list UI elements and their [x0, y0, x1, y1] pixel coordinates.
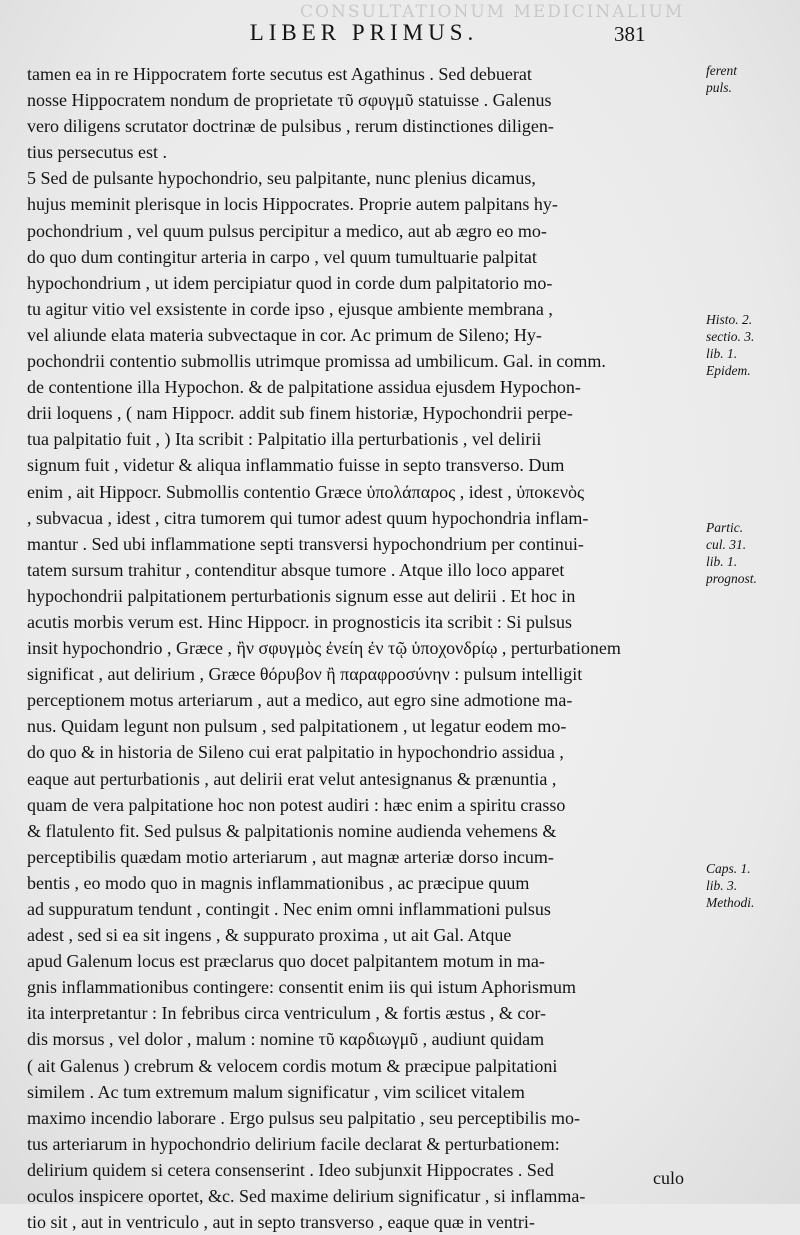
margin-note-line: Epidem.: [706, 363, 751, 378]
text-line: perceptionem motus arteriarum , aut a medico, aut egro sine admotione ma-: [27, 690, 573, 711]
text-line: hujus meminit plerisque in locis Hippocrates. Proprie autem palpitans hy-: [27, 194, 558, 215]
text-line: quam de vera palpitatione hoc non potest audiri : hæc enim a spiritu crasso: [27, 794, 566, 815]
text-line: signum fuit , videtur & aliqua inflammatio fuisse in septo transverso. Dum: [27, 455, 565, 476]
margin-note-line: puls.: [706, 80, 732, 95]
text-line: dis morsus , vel dolor , malum : nomine τῦ καρδιωγμῦ , audiunt quidam: [27, 1029, 545, 1050]
text-line: de contentione illa Hypochon. & de palpitatione assidua ejusdem Hypochon-: [27, 377, 581, 398]
page-header: [0, 20, 800, 56]
text-line: do quo & in historia de Sileno cui erat palpitatio in hypochondrio assidua ,: [27, 742, 564, 763]
text-line: delirium quidem si cetera consenserint . Ideo subjunxit Hippocrates . Sed: [27, 1159, 554, 1180]
text-line: pochondrium , vel quum pulsus percipitur a medico, aut ab ægro eo mo-: [27, 220, 547, 241]
running-title: LIBER PRIMUS.: [249, 20, 479, 45]
text-line: vel aliunde elata materia subvectaque in cor. Ac primum de Sileno; Hy-: [27, 324, 542, 345]
margin-note-line: sectio. 3.: [706, 329, 755, 344]
text-line: ita interpretantur : In febribus circa ventriculum , & fortis æstus , & cor-: [27, 1003, 546, 1024]
text-line: , subvacua , idest , citra tumorem qui tumor adest quum hypochondria inflam-: [27, 507, 589, 528]
margin-note-line: Histo. 2.: [706, 312, 753, 327]
text-line: adest , sed si ea sit ingens , & suppurato proxima , ut ait Gal. Atque: [27, 925, 512, 946]
text-line: 5 Sed de pulsante hypochondrio, seu palpitante, nunc plenius dicamus,: [27, 168, 536, 189]
text-line: perceptibilis quædam motio arteriarum , aut magnæ arteriæ dorso incum-: [27, 846, 554, 867]
text-line: hypochondrium , ut idem percipiatur quod in corde dum palpitatorio mo-: [27, 272, 553, 293]
margin-note-line: lib. 1.: [706, 554, 738, 569]
text-line: apud Galenum locus est præclarus quo docet palpitantem motum in ma-: [27, 951, 545, 972]
margin-notes-column: [706, 0, 800, 1204]
text-line: nosse Hippocratem nondum de proprietate τῦ σφυγμῦ statuisse . Galenus: [27, 90, 552, 111]
margin-note-line: cul. 31.: [706, 537, 747, 552]
text-line: bentis , eo modo quo in magnis inflammationibus , ac præcipue quum: [27, 872, 530, 893]
text-line: tio sit , aut in ventriculo , aut in septo transverso , eaque quæ in ventri-: [27, 1212, 535, 1233]
text-line: hypochondrii palpitationem perturbationis signum esse aut delirii . Et hoc in: [27, 585, 576, 606]
body-text-column: [27, 61, 707, 1235]
text-line: drii loquens , ( nam Hippocr. addit sub finem historiæ, Hypochondrii perpe-: [27, 403, 573, 424]
catchword: culo: [653, 1168, 684, 1188]
text-line: & flatulento fit. Sed pulsus & palpitationis nomine audienda vehemens &: [27, 820, 557, 841]
margin-note-line: lib. 1.: [706, 346, 738, 361]
margin-note-line: Partic.: [706, 520, 744, 535]
margin-note-line: Caps. 1.: [706, 861, 751, 876]
text-line: pochondrii contentio submollis utrimque promissa ad umbilicum. Gal. in comm.: [27, 351, 606, 372]
text-line: gnis inflammationibus contingere: consentit enim iis qui istum Aphorismum: [27, 977, 576, 998]
text-line: tius persecutus est .: [27, 142, 167, 163]
margin-note-line: ferent: [706, 63, 737, 78]
margin-note-line: Methodi.: [706, 895, 755, 910]
text-line: insit hypochondrio , Græce , ἢν σφυγμὸς ἐνείη ἐν τῷ ὑποχονδρίῳ , perturbationem: [27, 638, 621, 659]
margin-note-line: prognost.: [706, 571, 757, 586]
text-line: ad suppuratum tendunt , contingit . Nec enim omni inflammationi pulsus: [27, 899, 551, 919]
text-line: mantur . Sed ubi inflammatione septi transversi hypochondrium per continui-: [27, 533, 584, 554]
margin-note: [706, 860, 798, 911]
text-line: similem . Ac tum extremum malum significatur , vim scilicet vitalem: [27, 1081, 525, 1102]
text-line: significat , aut delirium , Græce θόρυβον ἢ παραφροσύνην : pulsum intelligit: [27, 664, 583, 685]
text-line: tua palpitatio fuit , ) Ita scribit : Palpitatio illa perturbationis , vel delirii: [27, 429, 542, 450]
text-line: maximo incendio laborare . Ergo pulsus seu palpitatio , seu perceptibilis mo-: [27, 1107, 581, 1128]
text-line: ( ait Galenus ) crebrum & velocem cordis motum & præcipue palpitationi: [27, 1055, 558, 1076]
text-line: do quo dum contingitur arteria in carpo , vel quum tumultuarie palpitat: [27, 246, 537, 267]
margin-note: [706, 311, 798, 379]
show-through-header: CONSULTATIONUM MEDICINALIUM: [300, 2, 685, 22]
text-line: oculos inspicere oportet, &c. Sed maxime delirium significatur , si inflamma-: [27, 1186, 586, 1207]
text-line: eaque aut perturbationis , aut delirii erat velut antesignanus & prænuntia ,: [27, 768, 557, 789]
page-number: 381: [614, 22, 646, 46]
text-line: vero diligens scrutator doctrinæ de pulsibus , rerum distinctiones diligen-: [27, 116, 554, 137]
text-line: enim , ait Hippocr. Submollis contentio Græce ὑπολάπαρος , idest , ὑποκενὸς: [27, 481, 585, 502]
text-line: tatem sursum trahitur , contenditur absque tumore . Atque illo loco apparet: [27, 559, 565, 580]
margin-note: [706, 519, 798, 587]
text-line: tu agitur vitio vel exsistente in corde ipso , ejusque ambiente membrana ,: [27, 298, 553, 319]
text-line: tamen ea in re Hippocratem forte secutus est Agathinus . Sed debuerat: [27, 64, 532, 84]
text-line: acutis morbis verum est. Hinc Hippocr. in prognosticis ita scribit : Si pulsus: [27, 611, 572, 632]
text-line: nus. Quidam legunt non pulsum , sed palpitationem , ut legatur eodem mo-: [27, 716, 567, 737]
text-line: tus arteriarum in hypochondrio delirium facile declarat & perturbationem:: [27, 1133, 560, 1154]
margin-note: [706, 62, 798, 96]
margin-note-line: lib. 3.: [706, 878, 738, 893]
